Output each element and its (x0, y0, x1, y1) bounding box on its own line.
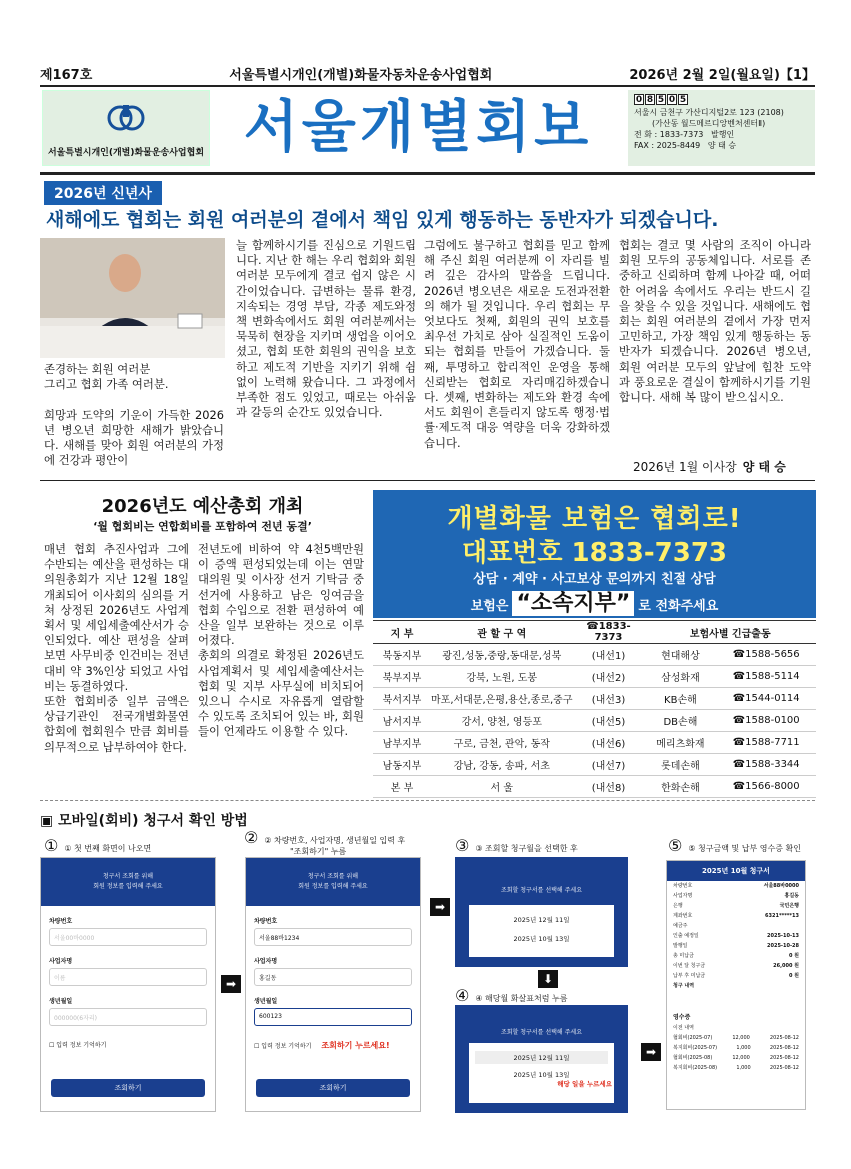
arrow-right-icon: ➡ (221, 975, 241, 993)
issue-header (40, 62, 815, 84)
table-row: 남부지부 구로, 금천, 관악, 동작 (내선6) 메리츠화재 ☎1588-7711 (373, 732, 816, 754)
association-logo-icon (105, 97, 147, 139)
zip-code: 0 8 5 0 5 (635, 95, 687, 105)
arrow-down-icon: ⬇ (538, 970, 558, 988)
address: 서울시 금천구 가산디지털2로 123 (2108) (634, 108, 784, 117)
step3-caption: ③ ③ 조회할 청구월을 선택한 후 (455, 836, 578, 855)
branch-table-header: 지 부 관 할 구 역 ☎1833-7373 보험사별 긴급출동 (373, 621, 816, 644)
callout-text: 조회하기 누르세요! (321, 1041, 390, 1050)
bill-screen: 2025년 10월 청구서 차량번호 서울88바0000 사업자명 홍길동 은행 국민은행 계좌번호 6321*****13 예금주 인출 예정일 2025-10-13 발행일 2025-10-28 총 미납금 0 원 이번 달 청구금 26,000 원 납부 후 미납금 0 원 청구 내역 영수증 이전 내역 협회비(2025-07) 12,000 2025-08-12 복지회비(2025-07) 1,000 2025-08-12 협회비(2025-08) 12,000 2025-08-12 복지회비(2025-08) 1,000 2025-08-12 (666, 860, 806, 1110)
remember-checkbox[interactable]: ☐ 입력 정보 기억하기 (49, 1042, 107, 1049)
chairman-photo (40, 238, 225, 358)
article2-title: 2026년도 예산총회 개최 (101, 496, 304, 517)
month-option[interactable]: 2025년 12월 11일 (513, 916, 570, 924)
month-select-screen-2: 조회할 청구서를 선택해 주세요 2025년 12월 11일 2025년 10월 13일 해당 일을 누르세요 (455, 1005, 628, 1113)
signature: 2026년 1월 이사장 양 태 승 (633, 460, 786, 474)
article2-col2: 전년도에 비하여 약 4천5백만원이 증액 편성되었는데 이는 연말 대의원 및 이사장 선거 기탁금 중 선거에 사용하고 남은 잉여금을 협회 수입으로 전환 편성하여 예산을 일부 보완하는 것으로 이루어졌다. 총회의 의결로 확정된 2026년도 사업계획서 및 세입세출예산서는 협회 및 지부 사무실에 비치되어 있으니 수시로 자유롭게 열람할 수 있도록 조치되어 있는 바, 회원들이 언제라도 이용할 수 있다. (198, 542, 364, 739)
arrow-right-icon: ➡ (430, 898, 450, 916)
article-tag: 2026년 신년사 (44, 181, 162, 205)
table-row: 북동지부 광진,성동,중랑,동대문,성북 (내선1) 현대해상 ☎1588-5656 (373, 644, 816, 666)
ad-line4: 보험은 “소속지부” 로 전화주세요 (470, 591, 719, 616)
masthead-rule (40, 172, 815, 175)
callout-text: 해당 일을 누르세요 (557, 1080, 612, 1088)
issue-date: 2026년 2월 2일(월요일)【1】 (629, 67, 815, 83)
business-name-input[interactable]: 홍길동 (254, 968, 412, 986)
step2-caption: ② ② 차량번호, 사업자명, 생년월일 입력 후 "조회하기" 누름 (244, 828, 406, 856)
insurance-ad (373, 490, 816, 618)
article1-col1: 존경하는 회원 여러분 그리고 협회 가족 여러분. 희망과 도약의 기운이 가득한 2026년 병오년 희망한 새해가 밝았습니다. 새해를 맞아 회원 여러분의 가정에 건강과 평안이 (44, 362, 224, 468)
mobile-guide-title: ▣ 모바일(회비) 청구서 확인 방법 (40, 813, 248, 829)
birthdate-input[interactable]: 000000(6자리) (49, 1008, 207, 1026)
car-number-input[interactable]: 서울88바1234 (254, 928, 412, 946)
issue-number: 제167호 (40, 67, 93, 83)
masthead-title: 서울개별회보 (243, 95, 593, 160)
article2-col1: 매년 협회 추진사업과 그에 수반되는 예산을 편성하는 대의원총회가 지난 12월 18일 개최되어 이사회의 심의를 거쳐 상정된 2026년도 사업계획서 및 세입세출예산서가 승인되었다. 예산 편성을 살펴보면 사무비중 인건비는 전년대비 약 3%인상 되었고 사업비는 동결하였다. 또한 협회비중 일부 금액은 상급기관인 전국개별화물연합회에 협회원수 만큼 회비를 의무적으로 납부하여야 한다. (44, 542, 189, 754)
header-rule (40, 85, 815, 87)
month-select-screen: 조회할 청구서를 선택해 주세요 2025년 12월 11일 2025년 10월 13일 (455, 857, 628, 967)
article1-col2: 늘 함께하시기를 진심으로 기원드립니다. 지난 한 해는 우리 협회와 회원 여러분 모두에게 결코 쉽지 않은 시간이었습니다. 급변하는 물류 환경, 지속되는 경영 부담, 각종 제도와정책 변화속에서도 회원 여러분께서는 묵묵히 현장을 지키며 생업을 이어오셨고, 협회 또한 회원의 권익을 보호하고 제도적 기반을 지키기 위해 쉼 없이 노력해 왔습니다. 그 과정에서 부족한 점도 있었고, 때로는 아쉬움과 갈등의 순간도 있었습니다. (236, 238, 416, 420)
business-name-input[interactable]: 이름 (49, 968, 207, 986)
mobile-section-rule (40, 800, 815, 801)
phone: 전 화 : 1833-7373 발행인 (634, 130, 735, 139)
table-row: 본 부 서 울 (내선8) 한화손해 ☎1566-8000 (373, 776, 816, 798)
branch-table (373, 620, 816, 798)
masthead-info (628, 90, 815, 166)
address-2: (가산동 월드메르디앙벤처센터Ⅱ) (652, 119, 766, 128)
ad-line3: 상담 · 계약 · 사고보상 문의까지 친절 상담 (473, 572, 716, 587)
article1-col4: 협회는 결코 몇 사람의 조직이 아니라 회원 모두의 공동체입니다. 서로를 존중하고 신뢰하며 함께 나아갈 때, 어떠한 어려움 속에서도 우리는 반드시 길을 찾을 수 있을 것입니다. 새해에도 협회는 회원 여러분의 곁에서 가장 먼저 고민하고, 가장 책임 있게 행동하는 동반자가 되겠습니다. 2026년 병오년, 회원 여러분 모두의 앞날에 힘찬 도약과 풍요로운 결실이 함께하시기를 기원합니다. 새해 복 많이 받으십시오. (619, 238, 811, 405)
table-row: 북서지부 마포,서대문,은평,용산,종로,중구 (내선3) KB손해 ☎1544-0114 (373, 688, 816, 710)
remember-checkbox[interactable]: ☐ 입력 정보 기억하기 조회하기 누르세요! (254, 1041, 390, 1050)
month-option[interactable]: 2025년 10월 13일 (513, 935, 570, 943)
phone-screen-1: 청구서 조회를 위해 회원 정보를 입력해 주세요 차량번호 서울00바0000 사업자명 이름 생년월일 000000(6자리) ☐ 입력 정보 기억하기 조회하기 (40, 857, 216, 1112)
issue-publisher: 서울특별시개인(개별)화물자동차운송사업협회 (229, 67, 493, 83)
masthead-logo-box (42, 90, 210, 166)
table-row: 북부지부 강북, 노원, 도봉 (내선2) 삼성화재 ☎1588-5114 (373, 666, 816, 688)
step4-caption: ④ ④ 해당월 화살표처럼 누름 (455, 986, 568, 1005)
section-rule (40, 480, 815, 481)
step5-caption: ⑤ ⑤ 청구금액 및 납부 영수증 확인 (668, 836, 801, 855)
step1-caption: ① ① 첫 번째 화면이 나오면 (44, 836, 152, 855)
birthdate-input[interactable]: 600123 (254, 1008, 412, 1026)
table-row: 남서지부 강서, 양천, 영등포 (내선5) DB손해 ☎1588-0100 (373, 710, 816, 732)
arrow-right-icon: ➡ (641, 1043, 661, 1061)
month-option[interactable]: 2025년 10월 13일 (513, 1071, 570, 1079)
article-headline: 새해에도 협회는 회원 여러분의 곁에서 책임 있게 행동하는 동반자가 되겠습니다. (46, 209, 719, 231)
ad-line2: 대표번호 1833-7373 (461, 538, 728, 568)
article2-subtitle: ‘월 협회비는 연합회비를 포함하여 전년 동결’ (93, 520, 312, 533)
fax: FAX : 2025-8449 양 태 승 (634, 141, 737, 150)
ad-line1: 개별화물 보험은 협회로! (447, 504, 742, 534)
phone-screen-2: 청구서 조회를 위해 회원 정보를 입력해 주세요 차량번호 서울88바1234 사업자명 홍길동 생년월일 600123 ☐ 입력 정보 기억하기 조회하기 누르세요! 조회하기 (245, 857, 421, 1112)
query-button[interactable]: 조회하기 (256, 1079, 410, 1097)
masthead-org: 서울특별시개인(개별)화물운송사업협회 (47, 148, 205, 158)
bill-title: 2025년 10월 청구서 (667, 861, 805, 881)
car-number-input[interactable]: 서울00바0000 (49, 928, 207, 946)
article1-col3: 그럼에도 불구하고 협회를 믿고 함께해 주신 회원 여러분께 이 자리를 빌려 깊은 감사의 말씀을 드립니다. 2026년 병오년은 새로운 도전과전환의 해가 될 것입니다. 우리 협회는 무엇보다도 첫째, 회원의 권익 보호를 최우선 가치로 삼아 실질적인 도움이 되는 협회를 만들어 가겠습니다. 둘째, 투명하고 합리적인 운영을 통해 신뢰받는 협회로 자리매김하겠습니다. 셋째, 변화하는 제도와 환경 속에서도 회원이 흔들리지 않도록 행정·법률·제도적 대응 역량을 더욱 강화하겠습니다. (424, 238, 610, 450)
month-option[interactable]: 2025년 12월 11일 (475, 1051, 608, 1064)
query-button[interactable]: 조회하기 (51, 1079, 205, 1097)
table-row: 남동지부 강남, 강동, 송파, 서초 (내선7) 롯데손해 ☎1588-3344 (373, 754, 816, 776)
